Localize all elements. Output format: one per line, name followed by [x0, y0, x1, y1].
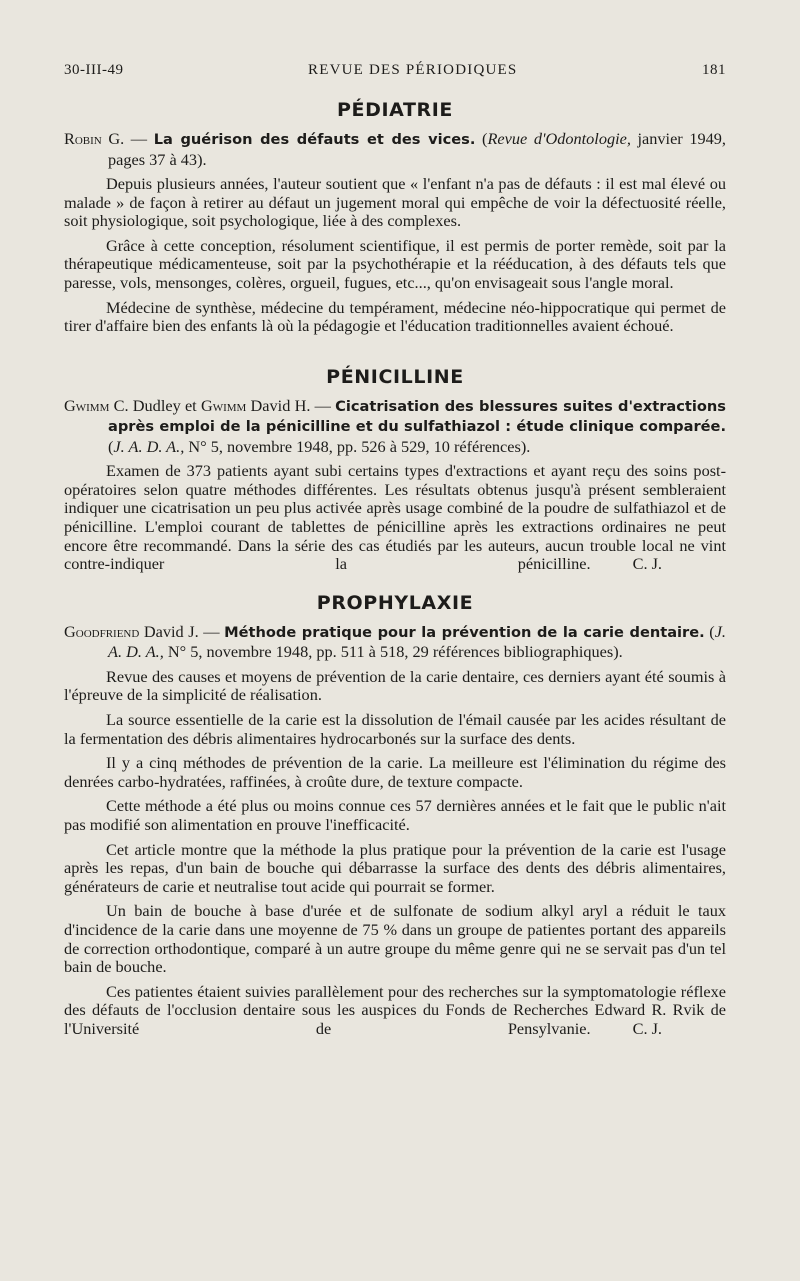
- signature: C. J.: [632, 1018, 662, 1038]
- journal-title: REVUE DES PÉRIODIQUES: [308, 62, 518, 78]
- citation-gwimm: [64, 396, 726, 457]
- citation-author-rest: G. —: [101, 129, 154, 148]
- paragraph: [64, 983, 726, 1039]
- section-title-pediatrie: PÉDIATRIE: [336, 99, 453, 121]
- page: [64, 62, 726, 1045]
- citation-author-rest: David H. —: [246, 395, 336, 415]
- running-head: [64, 62, 726, 79]
- paragraph: Il y a cinq méthodes de prévention de la carie. La meilleure est l'élimination du régime des denrées carbo-hydratées, raffinées, à croûte dure, de texture compacte.: [64, 753, 726, 791]
- citation-author-rest: David J. —: [139, 621, 225, 641]
- paragraph: Cet article montre que la méthode la plus pratique pour la prévention de la carie est l'usage après les repas, d'un bain de bouche qui débarrasse la surface des dents des débris alimentaires, générateurs de carie et neutralise tout acide qui pourrait se former.: [64, 839, 726, 896]
- citation-author: Goodfriend: [64, 621, 140, 641]
- citation-title: La guérison des défauts et des vices.: [153, 131, 476, 148]
- citation-source-journal: J. A. D. A.,: [113, 436, 185, 456]
- citation-source-details: N° 5, novembre 1948, pp. 511 à 518, 29 références bibliographiques).: [163, 642, 623, 662]
- paragraph: Revue des causes et moyens de prévention de la carie dentaire, ces derniers ayant été soumis à l'épreuve de la simplicité de réalisation.: [64, 666, 726, 705]
- paragraph: Grâce à cette conception, résolument scientifique, il est permis de porter remède, soit par la thérapeutique médicamenteuse, soit par la psychothérapie et la rééducation, à des défauts tels que paresse, vols, mensonges, colères, orgueil, fugues, etc..., qu'on envisageait sous l'angle moral.: [64, 235, 726, 292]
- paragraph: Depuis plusieurs années, l'auteur soutient que « l'enfant n'a pas de défauts : il est mal élevé ou malade » de façon à retirer au défaut un jugement moral qui empêche de voir la défectuosité réelle, soit physiologique, soit psychologique, liée à des complexes.: [64, 174, 726, 231]
- signature: C. J.: [632, 554, 662, 574]
- paragraph: La source essentielle de la carie est la dissolution de l'émail causée par les acides résultant de la fermentation des débris alimentaires hydrocarbonés sur la surface des dents.: [64, 710, 726, 748]
- citation-author: Gwimm: [200, 395, 247, 415]
- paragraph: Un bain de bouche à base d'urée et de sulfonate de sodium alkyl aryl a réduit le taux d'incidence de la carie dans une moyenne de 75 % dans un groupe de patientes portant des appareils de correction orthodontique, comparé à un autre groupe du même genre qui ne se servait pas d'un tel bain de bouche.: [64, 901, 726, 977]
- citation-author: Gwimm: [64, 395, 110, 415]
- citation-title: Cicatrisation des blessures suites d'extractions après emploi de la pénicilline et du sulfathiazol : étude clinique comparée.: [108, 397, 726, 436]
- section-title-prophylaxie: PROPHYLAXIE: [316, 591, 474, 614]
- issue-date: 30-III-49: [64, 62, 124, 78]
- paragraph-text: Ces patientes étaient suivies parallèlement pour des recherches sur la symptomatologie réflexe des défauts de l'occlusion dentaire sous les auspices du Fonds de Recherches Edward R. Rvik de l'Université de Pensylvanie.: [64, 981, 726, 1038]
- paragraph: Cette méthode a été plus ou moins connue ces 57 dernières années et le fait que le public n'ait pas modifié son alimentation en prouve l'inefficacité.: [64, 796, 726, 834]
- page-number: 181: [701, 62, 726, 78]
- citation-goodfriend: [64, 622, 726, 662]
- citation-source-prefix: (: [475, 129, 488, 148]
- citation-source-journal: Revue d'Odontologie,: [487, 129, 631, 148]
- citation-source-details: janvier 1949, pages 37 à 43).: [108, 129, 726, 169]
- citation-source-journal: J. A. D. A.,: [108, 621, 726, 662]
- citation-source-prefix: (: [108, 436, 114, 456]
- citation-author: Robin: [64, 129, 102, 148]
- paragraph: Médecine de synthèse, médecine du tempérament, médecine néo-hippocratique qui permet de tirer d'affaire bien des enfants là où la pédagogie et l'éducation traditionnelles avaient échoué.: [64, 297, 726, 336]
- citation-source-details: N° 5, novembre 1948, pp. 526 à 529, 10 références).: [184, 436, 531, 456]
- citation-title: Méthode pratique pour la prévention de la carie dentaire.: [224, 623, 705, 641]
- citation-author-rest: C. Dudley et: [109, 395, 201, 415]
- paragraph: [64, 462, 726, 574]
- citation-source-prefix: (: [704, 621, 715, 641]
- paragraph-text: Examen de 373 patients ayant subi certains types d'extractions et ayant reçu des soins post-opératoires selon quatre méthodes différentes. Les résultats obtenus jusqu'à présent sembleraient indiquer une cicatrisation un peu plus activée après usage combiné de la poudre de sulfathiazol et de pénicilline. L'emploi courant de tablettes de pénicilline après les extractions ordinaires ne peut encore être recommandé. Dans la série des cas étudiés par les auteurs, aucun trouble local ne vint contre-indiquer la pénicilline.: [64, 461, 726, 574]
- citation-robin: [64, 129, 726, 169]
- section-title-penicilline: PÉNICILLINE: [326, 365, 464, 388]
